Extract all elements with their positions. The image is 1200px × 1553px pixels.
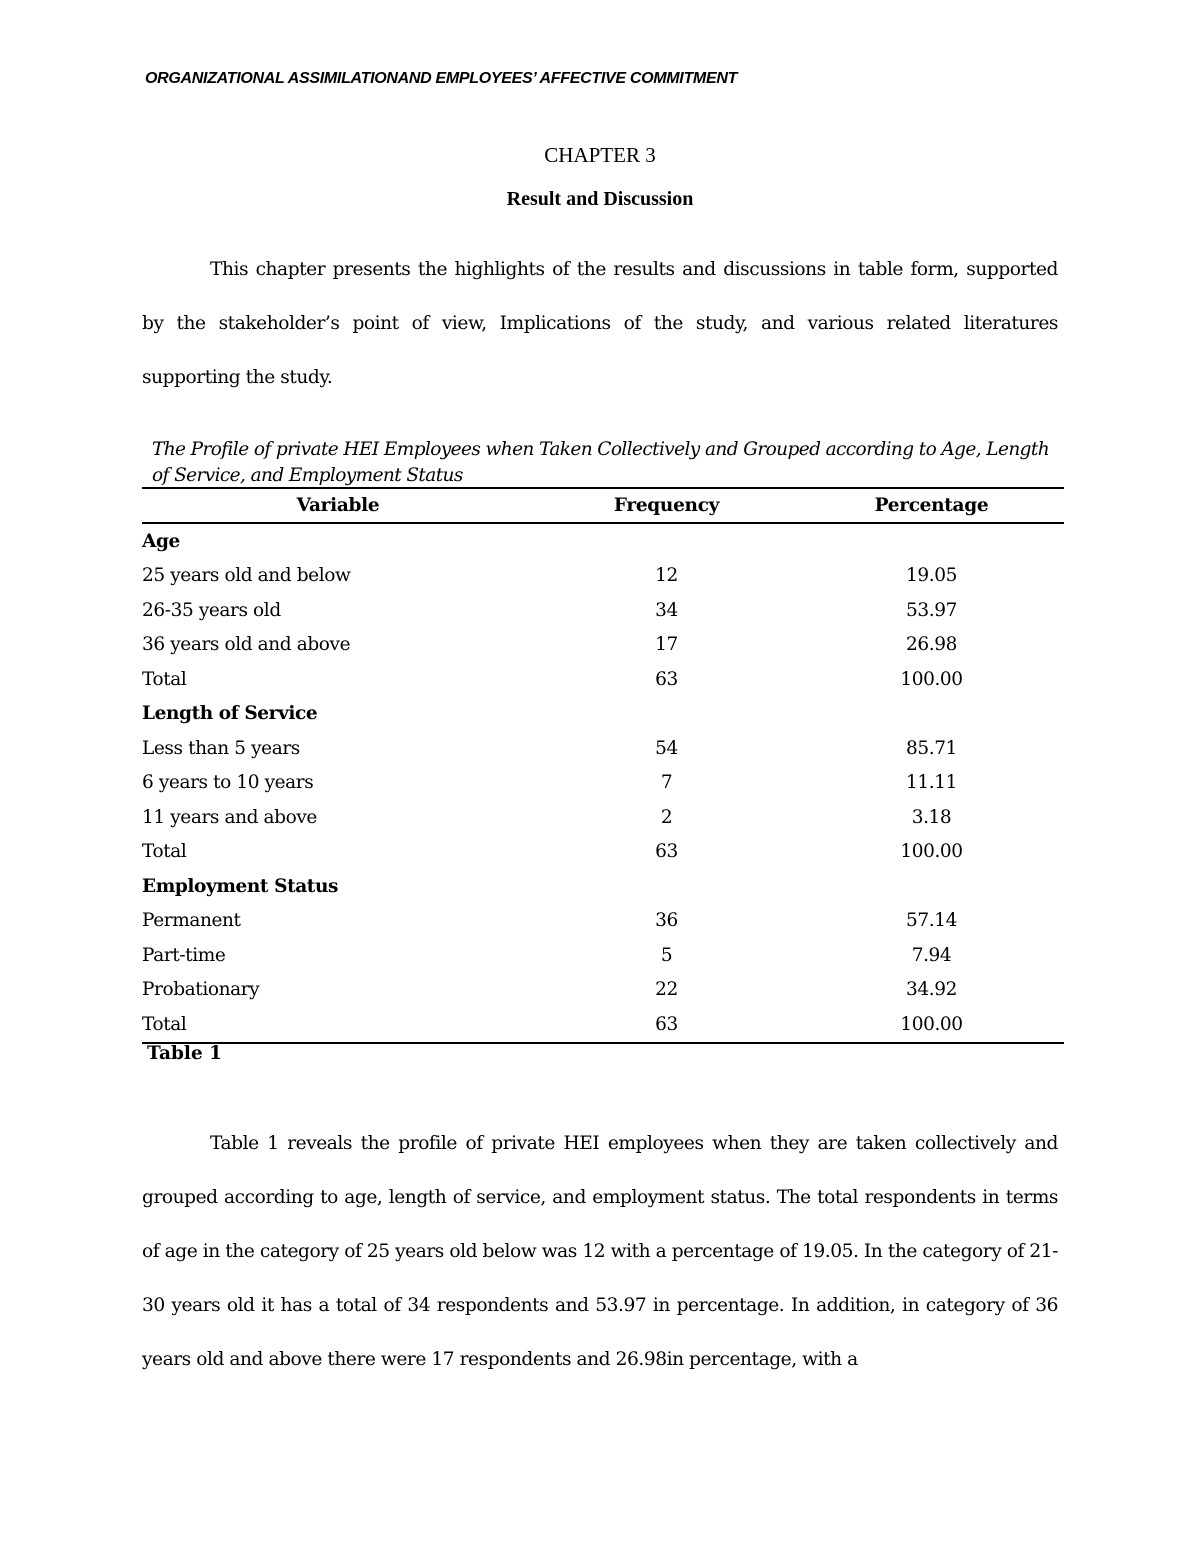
group-label: Age [142, 530, 180, 552]
frequency-cell: 5 [660, 944, 673, 966]
table-row-total [142, 835, 1064, 870]
table-row [142, 628, 1064, 663]
percentage-cell: 57.14 [906, 910, 957, 932]
running-header: ORGANIZATIONAL ASSIMILATIONAND EMPLOYEES’ AFFECTIVE COMMITMENT [145, 70, 738, 87]
frequency-cell: 34 [655, 599, 678, 621]
profile-table [142, 487, 1064, 1044]
table-row [142, 973, 1064, 1008]
percentage-cell: 3.18 [911, 806, 952, 828]
percentage-cell: 53.97 [906, 599, 957, 621]
row-label: Probationary [142, 979, 260, 1001]
percentage-cell: 26.98 [906, 634, 957, 656]
row-label: Permanent [142, 910, 241, 932]
row-label: 25 years old and below [142, 565, 351, 587]
percentage-cell: 11.11 [906, 772, 957, 794]
row-label: 36 years old and above [142, 634, 351, 656]
discussion-paragraph: Table 1 reveals the profile of private HEI employees when they are taken collectively and grouped according to age, length of service, and employment status. The total respondents in terms of age in the category of 25 years old below was 12 with a percentage of 19.05. In the category of 21-30 years old it has a total of 34 respondents and 53.97 in percentage. In addition, in category of 36 years old and above there were 17 respondents and 26.98in percentage, with a [142, 1133, 1058, 1370]
percentage-cell: 100.00 [799, 1007, 1064, 1043]
percentage-cell: 100.00 [900, 668, 963, 690]
row-label: Total [142, 1007, 534, 1043]
percentage-cell: 85.71 [906, 737, 957, 759]
table-label: Table 1 [147, 1043, 223, 1064]
frequency-cell: 7 [660, 772, 673, 794]
intro-paragraph: This chapter presents the highlights of the results and discussions in table form, supported by the stakeholder’s point of view, Implications of the study, and various related literatures supporting the study. [142, 259, 1058, 388]
frequency-cell: 22 [655, 979, 678, 1001]
row-label: 11 years and above [142, 806, 317, 828]
chapter-number: CHAPTER 3 [544, 143, 656, 167]
group-label: Length of Service [142, 703, 318, 725]
table-row-total [142, 662, 1064, 697]
percentage-cell: 19.05 [906, 565, 957, 587]
percentage-cell: 7.94 [911, 944, 952, 966]
table-caption: The Profile of private HEI Employees when Taken Collectively and Grouped according to Age, Length of Service, and Employment Status [152, 439, 1050, 486]
column-header-variable: Variable [142, 488, 534, 523]
column-header-frequency: Frequency [534, 488, 799, 523]
group-row-length-of-service [142, 697, 1064, 732]
table-row-total [142, 1007, 1064, 1043]
table-row [142, 800, 1064, 835]
group-row-age [142, 523, 1064, 559]
percentage-cell: 100.00 [900, 841, 963, 863]
table-row [142, 766, 1064, 801]
row-label: 26-35 years old [142, 599, 281, 621]
table-row [142, 904, 1064, 939]
group-row-employment-status [142, 869, 1064, 904]
frequency-cell: 63 [655, 841, 678, 863]
profile-table-container [142, 487, 1064, 1044]
row-label: 6 years to 10 years [142, 772, 314, 794]
row-label: Total [142, 668, 187, 690]
table-body [142, 523, 1064, 1043]
frequency-cell: 54 [655, 737, 678, 759]
table-header-row [142, 488, 1064, 523]
table-row [142, 938, 1064, 973]
frequency-cell: 17 [655, 634, 678, 656]
row-label: Part-time [142, 944, 226, 966]
column-header-percentage: Percentage [799, 488, 1064, 523]
frequency-cell: 36 [655, 910, 678, 932]
frequency-cell: 63 [534, 1007, 799, 1043]
frequency-cell: 12 [655, 565, 678, 587]
section-title: Result and Discussion [506, 188, 694, 210]
table-row [142, 559, 1064, 594]
row-label: Less than 5 years [142, 737, 300, 759]
table-row [142, 731, 1064, 766]
frequency-cell: 63 [655, 668, 678, 690]
table-row [142, 593, 1064, 628]
row-label: Total [142, 841, 187, 863]
group-label: Employment Status [142, 875, 339, 897]
frequency-cell: 2 [660, 806, 673, 828]
percentage-cell: 34.92 [906, 979, 957, 1001]
